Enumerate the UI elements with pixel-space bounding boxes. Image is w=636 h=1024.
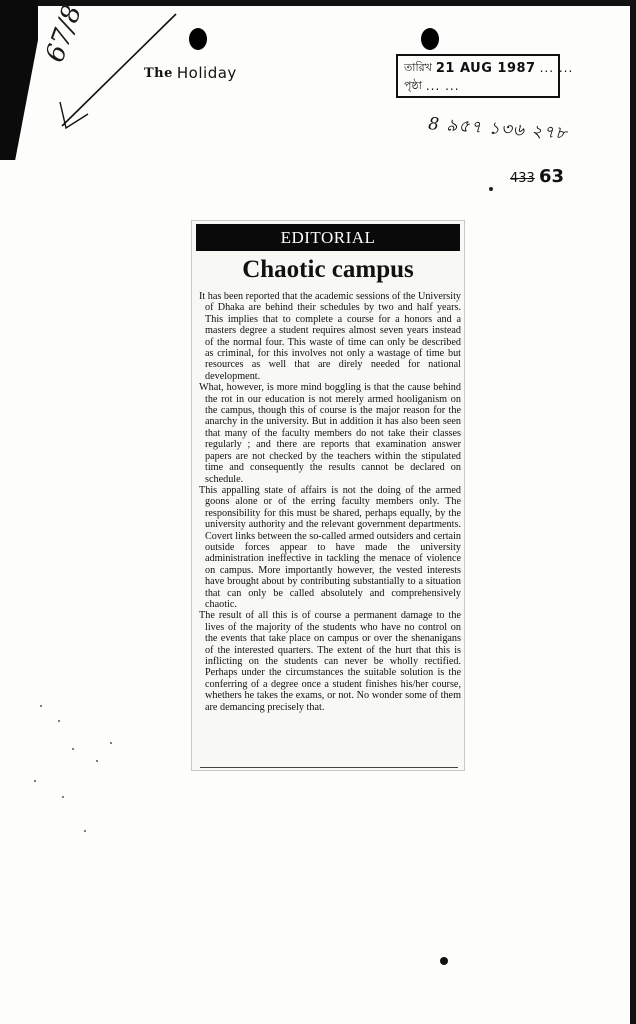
article-paragraph: This appalling state of affairs is not the doing of the armed goons alone or of the erring faculty members only. The responsibility for this must be shared, perhaps equally, by the university authority and the relevant government departments. Covert links between the so-called armed outsiders and certain outside forces appear to have made the university administration ineffective in tackling the menace of violence on campus. More importantly however, the vested interests have brought about by contributing substantially to a situation that can only be called absolutely and comprehensively chaotic. [199,484,461,610]
newspaper-clipping [192,221,464,770]
handwritten-bengali-note: 8 ৯৫৭ ১৩৬ ২৭৮ [427,114,569,144]
scan-speckle [58,720,60,722]
article-paragraph: It has been reported that the academic sessions of the University of Dhaka are behind their schedules by two and half years. This implies that to complete a course for a honors and a masters degree a student requires almost seven years instead of the normal four. This waste of time can only be described as criminal, for this involves not only a wastage of time but resources as well that are direly needed for national development. [199,291,461,382]
stamp-page-row [404,77,552,95]
scan-left-corner-shadow [0,0,38,160]
article-body [199,291,461,713]
scan-speckle [40,705,42,707]
date-stamp [396,54,574,98]
corner-handwritten-number: 67/8 [40,1,89,67]
stamp-date-row [404,59,574,77]
scan-speckle [34,780,36,782]
scan-speckle [96,760,98,762]
file-ref-current: 63 [538,166,565,187]
file-reference-number [510,166,564,187]
scan-right-edge [630,0,636,1024]
stamp-page-label: পৃষ্ঠা [404,78,422,92]
punch-hole-left [189,28,207,50]
scan-top-edge [0,0,636,6]
masthead-name: Holiday [176,64,237,82]
article-headline: Chaotic campus [242,256,414,283]
stamp-page-dots: ... ... [425,79,460,93]
stamp-date-label: তারিখ [404,60,432,74]
stamp-date-value: 21 AUG 1987 [435,60,536,76]
punch-hole-right [421,28,439,50]
ink-dot [489,187,493,191]
ink-dot-bottom [440,957,448,965]
scan-speckle [72,748,74,750]
file-ref-struck: 433 [510,171,535,186]
clipping-bottom-rule [200,767,458,768]
masthead-prefix: The [144,65,173,81]
scan-speckle [110,742,112,744]
newspaper-masthead [144,64,237,82]
article-paragraph: What, however, is more mind boggling is that the cause behind the rot in our education is not merely armed hooliganism on the campus, though this of course is the major reason for the anarchy in the university. But in addition it has also been seen that many of the faculty members do not take their classes regularly ; and there are reports that examination answer papers are not checked by the teachers within the stipulated time and consequently the results cannot be declared on schedule. [199,382,461,485]
stamp-date-dots: ... ... [539,61,574,75]
section-banner: EDITORIAL [196,224,460,251]
article-paragraph: The result of all this is of course a permanent damage to the lives of the majority of the students who have no control on the events that take place on campus or over the shenanigans of the interested quarters. The extent of the hurt that this is inflicting on the students can never be wholly rectified. Perhaps under the circumstances the suitable solution is the conferring of a degree once a student finishes his/her course, whethers he takes the exams, or not. No wonder some of them are demancing precisely that. [199,610,461,713]
scan-speckle [62,796,64,798]
scan-speckle [84,830,86,832]
